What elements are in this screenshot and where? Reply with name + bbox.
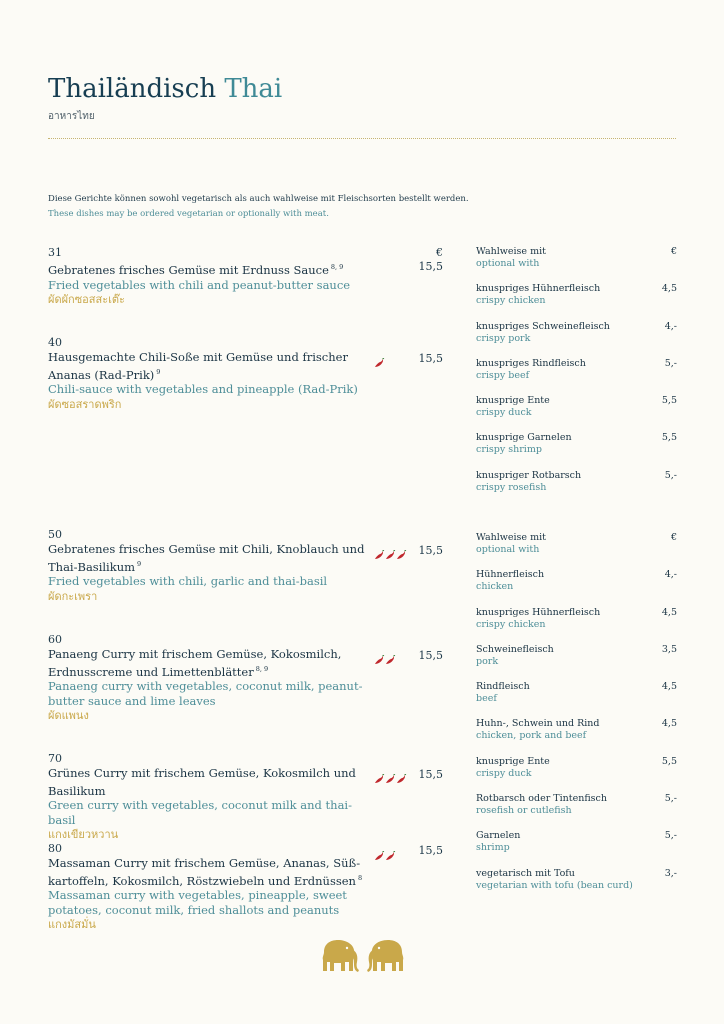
- dish-number: 60: [48, 633, 62, 646]
- option-name-german: knusprige Garnelen: [476, 432, 572, 444]
- chili-pepper-icon: [396, 774, 407, 784]
- option-name-german: knuspriges Hühnerfleisch: [476, 606, 601, 618]
- dish-number: 80: [48, 842, 62, 855]
- allergen-note: 8, 9: [330, 263, 344, 271]
- option-name-german: knuspriges Rindfleisch: [476, 357, 586, 369]
- option-price: 4,5: [661, 283, 677, 295]
- option-price: 4,5: [661, 718, 677, 730]
- option-name-english: crispy chicken: [476, 295, 546, 307]
- dish-40: [48, 336, 443, 413]
- meat-option: [476, 470, 677, 507]
- meat-option: [476, 793, 677, 830]
- option-name-english: crispy duck: [476, 767, 532, 779]
- dish-price: 15,5: [418, 544, 443, 557]
- dish-price: 15,5: [418, 844, 443, 857]
- dish-number: 31: [48, 246, 62, 259]
- dish-name-thai: ผัดแพนง: [48, 709, 89, 722]
- spiciness-indicator: [374, 846, 396, 856]
- dish-name-english: Green curry with vegetables, coconut milk and thai-basil: [48, 798, 352, 827]
- spiciness-indicator: [374, 353, 385, 363]
- option-name-english: optional with: [476, 258, 540, 269]
- option-name-english: crispy beef: [476, 369, 530, 381]
- dish-name-german: Gebratenes frisches Gemüse mit Erdnuss Sauce $^{8, 9}$: [48, 263, 344, 277]
- option-price: 3,-: [664, 867, 677, 879]
- meat-option: [476, 283, 677, 320]
- option-price: €: [670, 532, 677, 543]
- dish-name-german: Hausgemachte Chili-Soße mit Gemüse und frischer Ananas (Rad-Prik) $^9$: [48, 350, 348, 382]
- option-name-german: knuspriger Rotbarsch: [476, 469, 582, 481]
- allergen-note: 8: [357, 873, 363, 882]
- chili-pepper-icon: [374, 655, 385, 665]
- option-name-english: crispy pork: [476, 332, 531, 344]
- option-name-german: Schweinefleisch: [476, 643, 554, 655]
- dish-price: 15,5: [418, 352, 443, 365]
- option-name-german: vegetarisch mit Tofu: [476, 867, 575, 879]
- meat-option: [476, 569, 677, 606]
- title-thai: อาหารไทย: [48, 111, 95, 122]
- option-name-german: Wahlweise mit: [476, 532, 546, 543]
- dish-price: 15,5: [418, 260, 443, 273]
- dish-name-english: Panaeng curry with vegetables, coconut milk, peanut-butter sauce and lime leaves: [48, 679, 363, 708]
- meat-options-bottom: [476, 532, 677, 905]
- meat-option: [476, 644, 677, 681]
- meat-option: [476, 607, 677, 644]
- elephant-logo-icon: [320, 938, 406, 974]
- option-price: 4,-: [664, 320, 677, 332]
- option-name-english: optional with: [476, 544, 540, 555]
- dish-name-german: Gebratenes frisches Gemüse mit Chili, Knoblauch und Thai-Basilikum $^9$: [48, 542, 365, 574]
- option-name-german: knusprige Ente: [476, 395, 550, 407]
- title-english: Thai: [224, 74, 283, 104]
- spiciness-indicator: [374, 545, 407, 555]
- meat-option: [476, 432, 677, 469]
- option-price: €: [670, 246, 677, 257]
- chili-pepper-icon: [374, 358, 385, 368]
- dish-name-thai: แกงมัสมั่น: [48, 918, 96, 931]
- currency-label: €: [436, 246, 443, 259]
- spiciness-indicator: [374, 769, 407, 779]
- page-title: [48, 72, 282, 106]
- option-name-english: shrimp: [476, 842, 510, 854]
- option-price: 4,-: [664, 569, 677, 581]
- chili-pepper-icon: [385, 774, 396, 784]
- option-name-german: knuspriges Schweinefleisch: [476, 320, 610, 332]
- dish-70: [48, 752, 443, 843]
- chili-pepper-icon: [385, 550, 396, 560]
- option-price: 5,-: [664, 469, 677, 481]
- dish-name-thai: แกงเขียวหวาน: [48, 828, 119, 841]
- dish-60: [48, 633, 443, 724]
- option-name-german: Rotbarsch oder Tintenfisch: [476, 793, 607, 805]
- dish-number: 70: [48, 752, 62, 765]
- option-price: 5,-: [664, 830, 677, 842]
- chili-pepper-icon: [374, 851, 385, 861]
- dish-31: [48, 246, 443, 308]
- option-name-german: Garnelen: [476, 830, 521, 842]
- option-name-german: Hühnerfleisch: [476, 569, 545, 581]
- meat-option: [476, 321, 677, 358]
- option-price: 4,5: [661, 681, 677, 693]
- title-german: Thailändisch: [48, 74, 217, 104]
- dish-name-thai: ผัดกะเพรา: [48, 589, 98, 603]
- option-name-english: vegetarian with tofu (bean curd): [476, 879, 633, 891]
- dish-price: 15,5: [418, 649, 443, 662]
- option-name-english: crispy duck: [476, 407, 532, 419]
- option-price: 3,5: [661, 643, 677, 655]
- option-name-english: crispy shrimp: [476, 444, 542, 456]
- allergen-note: 9: [137, 559, 142, 568]
- option-name-english: chicken: [476, 581, 514, 593]
- option-name-german: knuspriges Hühnerfleisch: [476, 283, 601, 295]
- meat-options-top: [476, 246, 677, 507]
- option-name-german: Huhn-, Schwein und Rind: [476, 718, 600, 730]
- dish-50: [48, 528, 443, 605]
- dish-price: 15,5: [418, 768, 443, 781]
- option-name-english: chicken, pork and beef: [476, 730, 587, 742]
- option-price: 5,-: [664, 357, 677, 369]
- intro-english: These dishes may be ordered vegetarian or optionally with meat.: [48, 209, 329, 219]
- meat-option: [476, 681, 677, 718]
- option-name-english: pork: [476, 655, 499, 667]
- option-price: 5,5: [661, 395, 677, 407]
- option-name-english: rosefish or cutlefish: [476, 805, 572, 817]
- option-name-english: crispy chicken: [476, 618, 546, 630]
- dish-number: 40: [48, 336, 62, 349]
- dish-name-german: Massaman Curry mit frischem Gemüse, Ananas, Süß-kartoffeln, Kokosmilch, Röstzwiebeln und Erdnüssen $^8$: [48, 856, 363, 888]
- dish-name-english: Chili-sauce with vegetables and pineapple (Rad-Prik): [48, 382, 358, 396]
- option-name-german: Rindfleisch: [476, 681, 530, 693]
- chili-pepper-icon: [374, 550, 385, 560]
- dish-name-thai: ผัดผักซอสสะเต๊ะ: [48, 293, 125, 306]
- chili-pepper-icon: [374, 774, 385, 784]
- chili-pepper-icon: [385, 851, 396, 861]
- meat-option: [476, 830, 677, 867]
- options-header: [476, 246, 677, 283]
- title-divider: [48, 138, 676, 139]
- elephant-right-icon: [367, 940, 403, 972]
- option-name-english: crispy rosefish: [476, 481, 547, 493]
- intro-german: Diese Gerichte können sowohl vegetarisch als auch wahlweise mit Fleischsorten bestellt werden.: [48, 194, 469, 204]
- chili-pepper-icon: [396, 550, 407, 560]
- option-name-german: knusprige Ente: [476, 755, 550, 767]
- allergen-note: 9: [156, 367, 161, 376]
- options-header: [476, 532, 677, 569]
- meat-option: [476, 718, 677, 755]
- meat-option: [476, 395, 677, 432]
- dish-name-german: Panaeng Curry mit frischem Gemüse, Kokosmilch, Erdnusscreme und Limettenblätter $^{8, 9}$: [48, 647, 342, 679]
- chili-pepper-icon: [385, 655, 396, 665]
- meat-option: [476, 756, 677, 793]
- option-price: 4,5: [661, 606, 677, 618]
- option-price: 5,5: [661, 755, 677, 767]
- option-name-english: beef: [476, 693, 497, 705]
- dish-name-thai: ผัดซอสราดพริก: [48, 397, 122, 411]
- dish-name-english: Fried vegetables with chili, garlic and thai-basil: [48, 574, 328, 588]
- dish-name-english: Fried vegetables with chili and peanut-butter sauce: [48, 277, 351, 292]
- allergen-note: 8, 9: [255, 664, 269, 673]
- meat-option: [476, 358, 677, 395]
- option-name-german: Wahlweise mit: [476, 246, 546, 257]
- elephant-left-icon: [323, 940, 359, 972]
- spiciness-indicator: [374, 650, 396, 660]
- dish-80: [48, 842, 443, 933]
- dish-name-german: Grünes Curry mit frischem Gemüse, Kokosmilch und Basilikum: [48, 766, 356, 798]
- option-price: 5,-: [664, 793, 677, 805]
- meat-option: [476, 868, 677, 905]
- dish-number: 50: [48, 528, 62, 541]
- dish-name-english: Massaman curry with vegetables, pineapple, sweet potatoes, coconut milk, fried shallots and peanuts: [48, 888, 347, 917]
- option-price: 5,5: [661, 432, 677, 444]
